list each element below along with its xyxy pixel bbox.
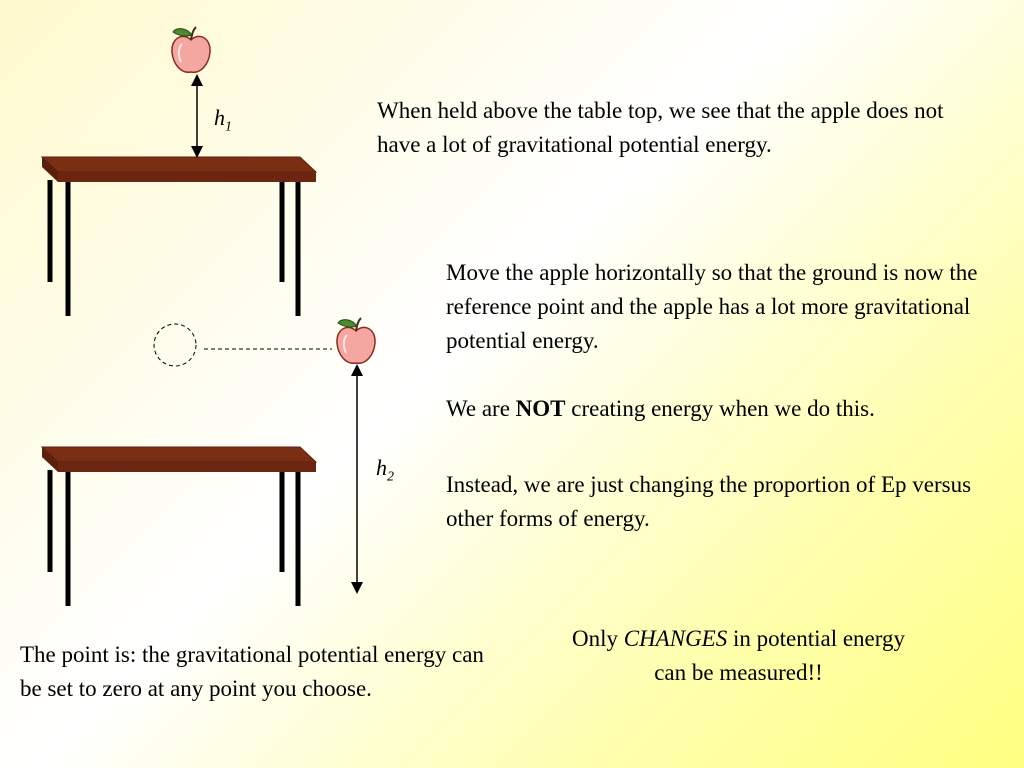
instead-explanation: Instead, we are just changing the proportion of Ep versus other forms of energy. [446, 472, 972, 531]
table-top-scene [42, 157, 316, 316]
point-conclusion: The point is: the gravitational potential energy can be set to zero at any point you choose. [20, 642, 484, 701]
only-changes-note: Only CHANGES in potential energy can be measured!! [571, 626, 906, 685]
table-front-edge [58, 172, 316, 182]
top-explanation: When held above the table top, we see that the apple does not have a lot of gravitational potential energy. [377, 98, 944, 157]
table-surface [42, 157, 316, 172]
apple-icon [172, 27, 210, 72]
table-surface [42, 447, 316, 462]
table-bottom-scene [42, 447, 316, 606]
move-explanation: Move the apple horizontally so that the ground is now the reference point and the apple has a lot more gravitational potential energy. [446, 260, 978, 353]
h2-label: $h_2$ [376, 455, 394, 485]
apple-icon [337, 318, 375, 363]
table-front-edge [58, 462, 316, 472]
h1-label: $h_1$ [214, 105, 232, 135]
original-position-circle [154, 324, 196, 366]
not-creating-energy: We are NOT creating energy when we do this. [446, 396, 875, 421]
